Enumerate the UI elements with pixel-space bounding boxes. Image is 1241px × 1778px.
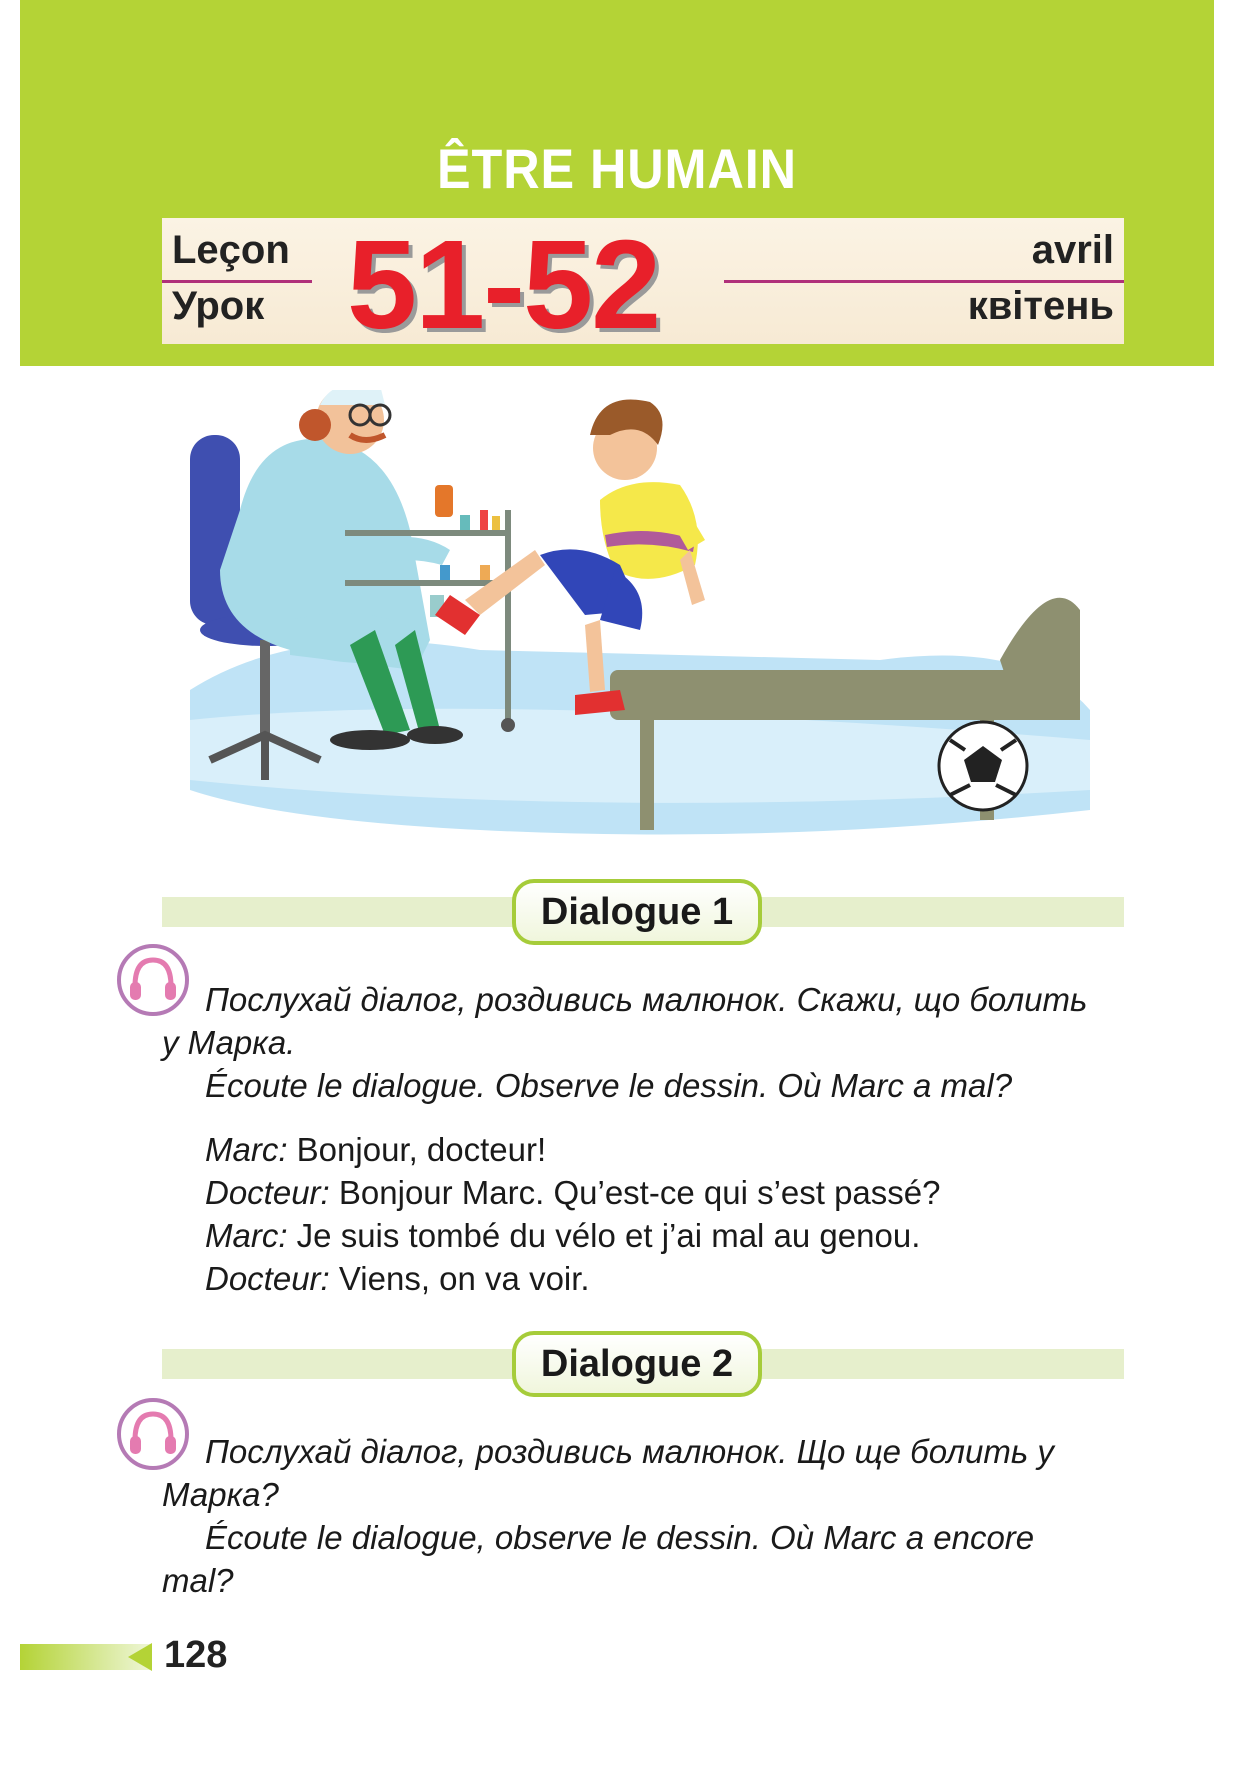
divider-line-right: [724, 280, 1124, 283]
dialogue2-instruction-uk-2: Марка?: [162, 1476, 279, 1513]
line-text: Bonjour, docteur!: [296, 1131, 547, 1168]
page-number: 128: [164, 1634, 228, 1676]
lesson-label-fr: Leçon: [172, 228, 290, 272]
dialogue1-instruction-fr: Écoute le dialogue. Observe le dessin. Où Marc a mal?: [205, 1067, 1013, 1104]
speaker-name: Marc:: [205, 1131, 288, 1168]
speaker-name: Docteur:: [205, 1260, 330, 1297]
speaker-name: Docteur:: [205, 1174, 330, 1211]
dialogue-line: [205, 1171, 941, 1214]
dialogue-line: [205, 1257, 590, 1300]
speaker-name: Marc:: [205, 1217, 288, 1254]
theme-title: ÊTRE HUMAIN: [437, 137, 797, 200]
dialogue-line: [205, 1214, 920, 1257]
line-text: Viens, on va voir.: [338, 1260, 590, 1297]
lesson-number: 51-52: [347, 214, 660, 355]
month-fr: avril: [1031, 228, 1114, 272]
headphones-icon: [115, 942, 191, 1018]
line-text: Bonjour Marc. Qu’est-ce qui s’est passé?: [338, 1174, 941, 1211]
lesson-box: [162, 214, 1124, 355]
dialogue1-instruction-uk-2: у Марка.: [162, 1024, 296, 1061]
lesson-label-uk: Урок: [172, 284, 265, 328]
month-uk: квітень: [967, 284, 1114, 328]
dialogue1-title: Dialogue 1: [512, 879, 762, 945]
divider-line-left: [162, 280, 312, 283]
doctor-and-boy-illustration: [180, 390, 1100, 850]
headphones-icon: [115, 1396, 191, 1472]
dialogue-line: [205, 1128, 546, 1171]
dialogue2-instruction-fr-2: mal?: [162, 1562, 234, 1599]
dialogue2-instruction-fr-1: Écoute le dialogue, observe le dessin. Où Marc a encore: [205, 1519, 1035, 1556]
football-icon: [939, 722, 1027, 810]
line-text: Je suis tombé du vélo et j’ai mal au genou.: [296, 1217, 921, 1254]
footer-arrow-icon: [128, 1643, 152, 1671]
dialogue2-instruction-uk-1: Послухай діалог, роздивись малюнок. Що ще болить у: [205, 1433, 1054, 1470]
dialogue2-title: Dialogue 2: [512, 1331, 762, 1397]
dialogue1-instruction-uk-1: Послухай діалог, роздивись малюнок. Скажи, що болить: [205, 981, 1088, 1018]
